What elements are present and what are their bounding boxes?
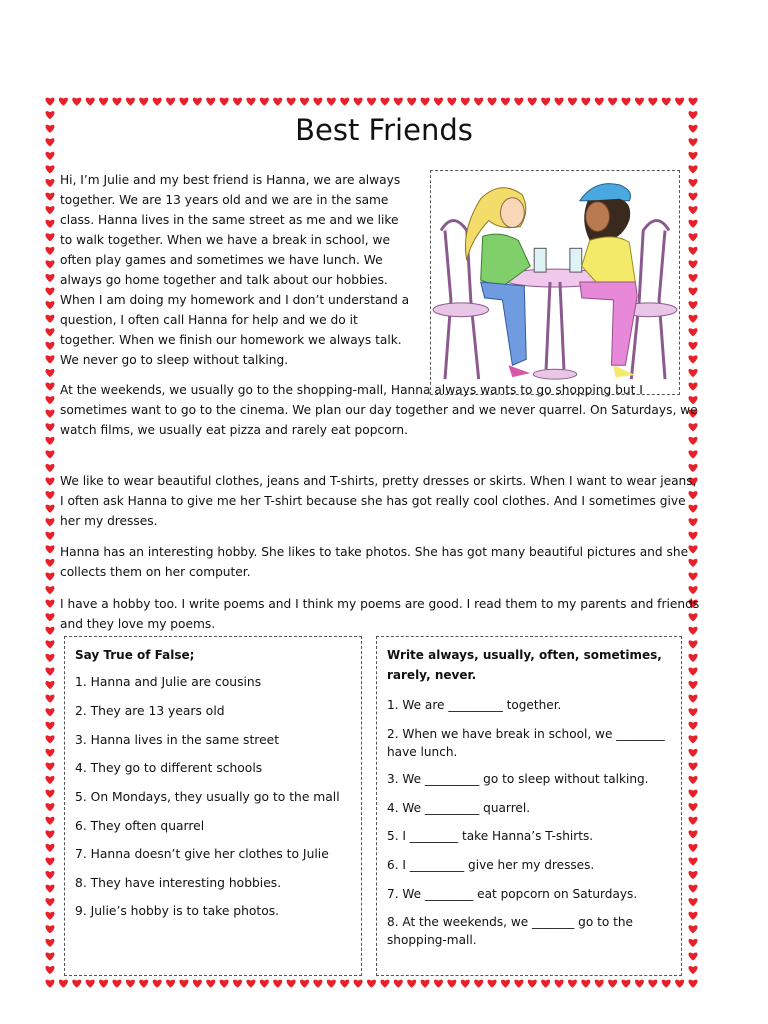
- heart-icon: [688, 885, 697, 893]
- heart-icon: [273, 98, 282, 106]
- heart-icon: [300, 980, 309, 988]
- heart-icon: [367, 98, 376, 106]
- heart-icon: [45, 898, 54, 906]
- heart-icon: [166, 98, 175, 106]
- heart-icon: [45, 871, 54, 879]
- heart-icon: [608, 98, 617, 106]
- heart-icon: [688, 735, 697, 743]
- heart-icon: [688, 762, 697, 770]
- heart-icon: [688, 98, 697, 106]
- heart-icon: [675, 98, 684, 106]
- heart-icon: [99, 980, 108, 988]
- heart-icon: [688, 165, 697, 173]
- heart-icon: [688, 844, 697, 852]
- paragraph-weekends: At the weekends, we usually go to the shopping-mall, Hanna always wants to go shopping but I sometimes want to go to the cinema. We plan our day together and we never quarrel. On Saturdays, we watch films, we usually eat pizza and rarely eat popcorn.: [60, 383, 698, 437]
- heart-icon: [421, 980, 430, 988]
- heart-icon: [45, 762, 54, 770]
- heart-icon: [327, 980, 336, 988]
- heart-icon: [501, 980, 510, 988]
- true-false-item: 7. Hanna doesn’t give her clothes to Julie: [75, 847, 329, 861]
- heart-icon: [139, 980, 148, 988]
- heart-icon: [45, 803, 54, 811]
- heart-icon: [45, 586, 54, 594]
- heart-icon: [488, 98, 497, 106]
- heart-icon: [45, 518, 54, 526]
- heart-icon: [595, 98, 604, 106]
- heart-icon: [688, 288, 697, 296]
- heart-icon: [581, 980, 590, 988]
- true-false-item: 3. Hanna lives in the same street: [75, 733, 280, 747]
- heart-icon: [45, 939, 54, 947]
- heart-icon: [45, 627, 54, 635]
- two-girls-at-table-image: [431, 171, 679, 394]
- heart-icon: [45, 667, 54, 675]
- heart-icon: [45, 342, 54, 350]
- heart-icon: [153, 980, 162, 988]
- heart-icon: [45, 233, 54, 241]
- heart-icon: [45, 179, 54, 187]
- heart-icon: [635, 980, 644, 988]
- heart-icon: [45, 165, 54, 173]
- heart-icon: [273, 980, 282, 988]
- heart-icon: [688, 695, 697, 703]
- heart-icon: [86, 98, 95, 106]
- heart-icon: [45, 464, 54, 472]
- heart-icon: [45, 613, 54, 621]
- heart-icon: [45, 722, 54, 730]
- heart-icon: [380, 980, 389, 988]
- heart-icon: [206, 98, 215, 106]
- heart-icon: [688, 790, 697, 798]
- heart-icon: [407, 980, 416, 988]
- heart-icon: [139, 98, 148, 106]
- heart-icon: [220, 980, 229, 988]
- heart-icon: [354, 98, 363, 106]
- true-false-heading: Say True of False;: [75, 648, 195, 662]
- heart-icon: [528, 980, 537, 988]
- heart-icon: [246, 980, 255, 988]
- heart-icon: [45, 681, 54, 689]
- heart-icon: [501, 98, 510, 106]
- heart-icon: [688, 912, 697, 920]
- heart-icon: [568, 98, 577, 106]
- heart-icon: [688, 830, 697, 838]
- heart-icon: [45, 735, 54, 743]
- heart-icon: [45, 505, 54, 513]
- heart-icon: [461, 980, 470, 988]
- heart-icon: [179, 98, 188, 106]
- heart-icon: [45, 830, 54, 838]
- paragraph-clothes: We like to wear beautiful clothes, jeans and T-shirts, pretty dresses or skirts. When I want to wear jeans, I often ask Hanna to give me her T-shirt because she has got really cool clothes. And I sometimes give her my dresses.: [60, 474, 697, 528]
- heart-icon: [461, 98, 470, 106]
- heart-icon: [688, 803, 697, 811]
- heart-icon: [407, 98, 416, 106]
- friends-illustration: [430, 170, 680, 395]
- heart-icon: [688, 301, 697, 309]
- heart-icon: [394, 98, 403, 106]
- heart-icon: [688, 817, 697, 825]
- heart-icon: [688, 369, 697, 377]
- heart-icon: [340, 980, 349, 988]
- heart-icon: [688, 179, 697, 187]
- true-false-item: 4. They go to different schools: [75, 761, 263, 775]
- heart-icon: [45, 328, 54, 336]
- heart-icon: [45, 355, 54, 363]
- paragraph-hanna-hobby: Hanna has an interesting hobby. She likes to take photos. She has got many beautiful pictures and she collects them on her computer.: [60, 545, 689, 579]
- heart-icon: [688, 681, 697, 689]
- heart-icon: [45, 437, 54, 445]
- heart-icon: [99, 98, 108, 106]
- heart-icon: [233, 980, 242, 988]
- heart-icon: [45, 288, 54, 296]
- heart-icon: [45, 749, 54, 757]
- heart-icon: [112, 980, 121, 988]
- paragraph-julie-hobby: I have a hobby too. I write poems and I think my poems are good. I read them to my parents and friends and they love my poems.: [60, 597, 700, 631]
- heart-icon: [45, 966, 54, 974]
- heart-icon: [166, 980, 175, 988]
- heart-icon: [380, 98, 389, 106]
- heart-icon: [260, 98, 269, 106]
- heart-icon: [45, 301, 54, 309]
- heart-icon: [45, 559, 54, 567]
- heart-icon: [581, 98, 590, 106]
- heart-icon: [313, 98, 322, 106]
- heart-icon: [233, 98, 242, 106]
- heart-icon: [354, 980, 363, 988]
- heart-icon: [622, 98, 631, 106]
- heart-icon: [45, 491, 54, 499]
- heart-icon: [447, 980, 456, 988]
- heart-icon: [327, 98, 336, 106]
- heart-icon: [688, 857, 697, 865]
- heart-icon: [675, 980, 684, 988]
- heart-icon: [688, 274, 697, 282]
- true-false-item: 9. Julie’s hobby is to take photos.: [75, 904, 280, 918]
- heart-icon: [688, 247, 697, 255]
- heart-icon: [313, 980, 322, 988]
- heart-icon: [45, 532, 54, 540]
- heart-icon: [193, 980, 202, 988]
- heart-icon: [45, 450, 54, 458]
- heart-icon: [287, 98, 296, 106]
- heart-icon: [45, 478, 54, 486]
- true-false-item: 1. Hanna and Julie are cousins: [75, 675, 262, 689]
- fill-in-item: 5. I ________ take Hanna’s T-shirts.: [387, 829, 594, 843]
- heart-icon: [59, 980, 68, 988]
- true-false-exercise: [64, 636, 362, 976]
- heart-icon: [688, 193, 697, 201]
- heart-icon: [688, 450, 697, 458]
- heart-icon: [688, 952, 697, 960]
- heart-icon: [206, 980, 215, 988]
- heart-icon: [246, 98, 255, 106]
- heart-icon: [688, 532, 697, 540]
- heart-icon: [126, 98, 135, 106]
- page-title: Best Friends: [295, 113, 473, 147]
- heart-icon: [514, 98, 523, 106]
- heart-icon: [72, 980, 81, 988]
- heart-icon: [622, 980, 631, 988]
- heart-icon: [45, 274, 54, 282]
- heart-icon: [688, 586, 697, 594]
- heart-icon: [688, 328, 697, 336]
- heart-icon: [474, 98, 483, 106]
- heart-icon: [688, 342, 697, 350]
- heart-icon: [112, 98, 121, 106]
- heart-icon: [45, 654, 54, 662]
- heart-icon: [514, 980, 523, 988]
- heart-icon: [367, 980, 376, 988]
- heart-icon: [72, 98, 81, 106]
- heart-icon: [648, 980, 657, 988]
- heart-icon: [555, 980, 564, 988]
- heart-icon: [688, 260, 697, 268]
- heart-icon: [179, 980, 188, 988]
- heart-icon: [394, 980, 403, 988]
- heart-icon: [45, 952, 54, 960]
- heart-icon: [45, 260, 54, 268]
- heart-icon: [300, 98, 309, 106]
- heart-icon: [220, 98, 229, 106]
- heart-icon: [45, 708, 54, 716]
- heart-icon: [662, 98, 671, 106]
- heart-icon: [688, 939, 697, 947]
- heart-icon: [688, 640, 697, 648]
- heart-icon: [688, 898, 697, 906]
- heart-icon: [688, 749, 697, 757]
- heart-icon: [45, 912, 54, 920]
- heart-icon: [45, 545, 54, 553]
- heart-icon: [45, 600, 54, 608]
- heart-icon: [340, 98, 349, 106]
- heart-icon: [421, 98, 430, 106]
- heart-icon: [45, 857, 54, 865]
- heart-icon: [45, 980, 54, 988]
- heart-icon: [688, 152, 697, 160]
- heart-icon: [688, 220, 697, 228]
- fill-in-item: 1. We are _________ together.: [387, 698, 562, 712]
- heart-icon: [45, 220, 54, 228]
- heart-icon: [45, 369, 54, 377]
- heart-icon: [45, 152, 54, 160]
- heart-icon: [541, 980, 550, 988]
- fill-in-item: 2. When we have break in school, we ________ have lunch.: [387, 727, 665, 759]
- heart-icon: [688, 708, 697, 716]
- heart-icon: [45, 98, 54, 106]
- heart-icon: [260, 980, 269, 988]
- heart-icon: [287, 980, 296, 988]
- heart-icon: [45, 817, 54, 825]
- heart-icon: [45, 383, 54, 391]
- heart-icon: [45, 844, 54, 852]
- heart-icon: [688, 871, 697, 879]
- heart-icon: [153, 98, 162, 106]
- true-false-item: 8. They have interesting hobbies.: [75, 876, 282, 890]
- heart-icon: [45, 776, 54, 784]
- heart-icon: [528, 98, 537, 106]
- heart-icon: [474, 980, 483, 988]
- heart-icon: [662, 980, 671, 988]
- heart-icon: [59, 98, 68, 106]
- fill-in-item: 4. We _________ quarrel.: [387, 801, 531, 815]
- heart-icon: [45, 573, 54, 581]
- heart-icon: [45, 640, 54, 648]
- heart-icon: [541, 98, 550, 106]
- heart-icon: [45, 247, 54, 255]
- heart-icon: [45, 423, 54, 431]
- heart-icon: [688, 206, 697, 214]
- heart-icon: [45, 885, 54, 893]
- heart-icon: [688, 722, 697, 730]
- heart-icon: [688, 654, 697, 662]
- heart-icon: [688, 966, 697, 974]
- paragraph-intro: Hi, I’m Julie and my best friend is Hanna, we are always together. We are 13 years old and we are in the same class. Hanna lives in the same street as me and we like to walk together. When we have a break in school, we often play games and sometimes we have lunch. We always go home together and talk about our hobbies. When I am doing my homework and I don’t understand a question, I often call Hanna for help and we do it together. When we finish our homework we always talk. We never go to sleep without talking.: [60, 173, 410, 367]
- heart-icon: [595, 980, 604, 988]
- heart-icon: [45, 925, 54, 933]
- heart-icon: [688, 667, 697, 675]
- heart-icon: [45, 206, 54, 214]
- heart-icon: [688, 925, 697, 933]
- heart-icon: [45, 193, 54, 201]
- true-false-item: 2. They are 13 years old: [75, 704, 225, 718]
- heart-icon: [688, 776, 697, 784]
- heart-icon: [193, 98, 202, 106]
- heart-icon: [568, 980, 577, 988]
- fill-in-item: 3. We _________ go to sleep without talking.: [387, 772, 649, 786]
- heart-icon: [126, 980, 135, 988]
- true-false-item: 5. On Mondays, they usually go to the mall: [75, 790, 340, 804]
- fill-in-item: 7. We ________ eat popcorn on Saturdays.: [387, 887, 638, 901]
- heart-icon: [488, 980, 497, 988]
- heart-icon: [688, 980, 697, 988]
- heart-icon: [447, 98, 456, 106]
- heart-icon: [608, 980, 617, 988]
- heart-icon: [45, 315, 54, 323]
- heart-icon: [434, 98, 443, 106]
- adverbs-heading: Write always, usually, often, sometimes, rarely, never.: [387, 648, 662, 682]
- heart-icon: [45, 396, 54, 404]
- true-false-item: 6. They often quarrel: [75, 819, 205, 833]
- heart-icon: [688, 233, 697, 241]
- heart-icon: [635, 98, 644, 106]
- heart-icon: [688, 315, 697, 323]
- heart-icon: [45, 695, 54, 703]
- heart-icon: [45, 790, 54, 798]
- heart-icon: [688, 355, 697, 363]
- fill-in-item: 8. At the weekends, we _______ go to the shopping-mall.: [387, 915, 633, 947]
- heart-icon: [86, 980, 95, 988]
- heart-icon: [648, 98, 657, 106]
- heart-icon: [555, 98, 564, 106]
- fill-in-item: 6. I _________ give her my dresses.: [387, 858, 595, 872]
- heart-icon: [45, 410, 54, 418]
- heart-icon: [434, 980, 443, 988]
- adverbs-exercise: [376, 636, 682, 976]
